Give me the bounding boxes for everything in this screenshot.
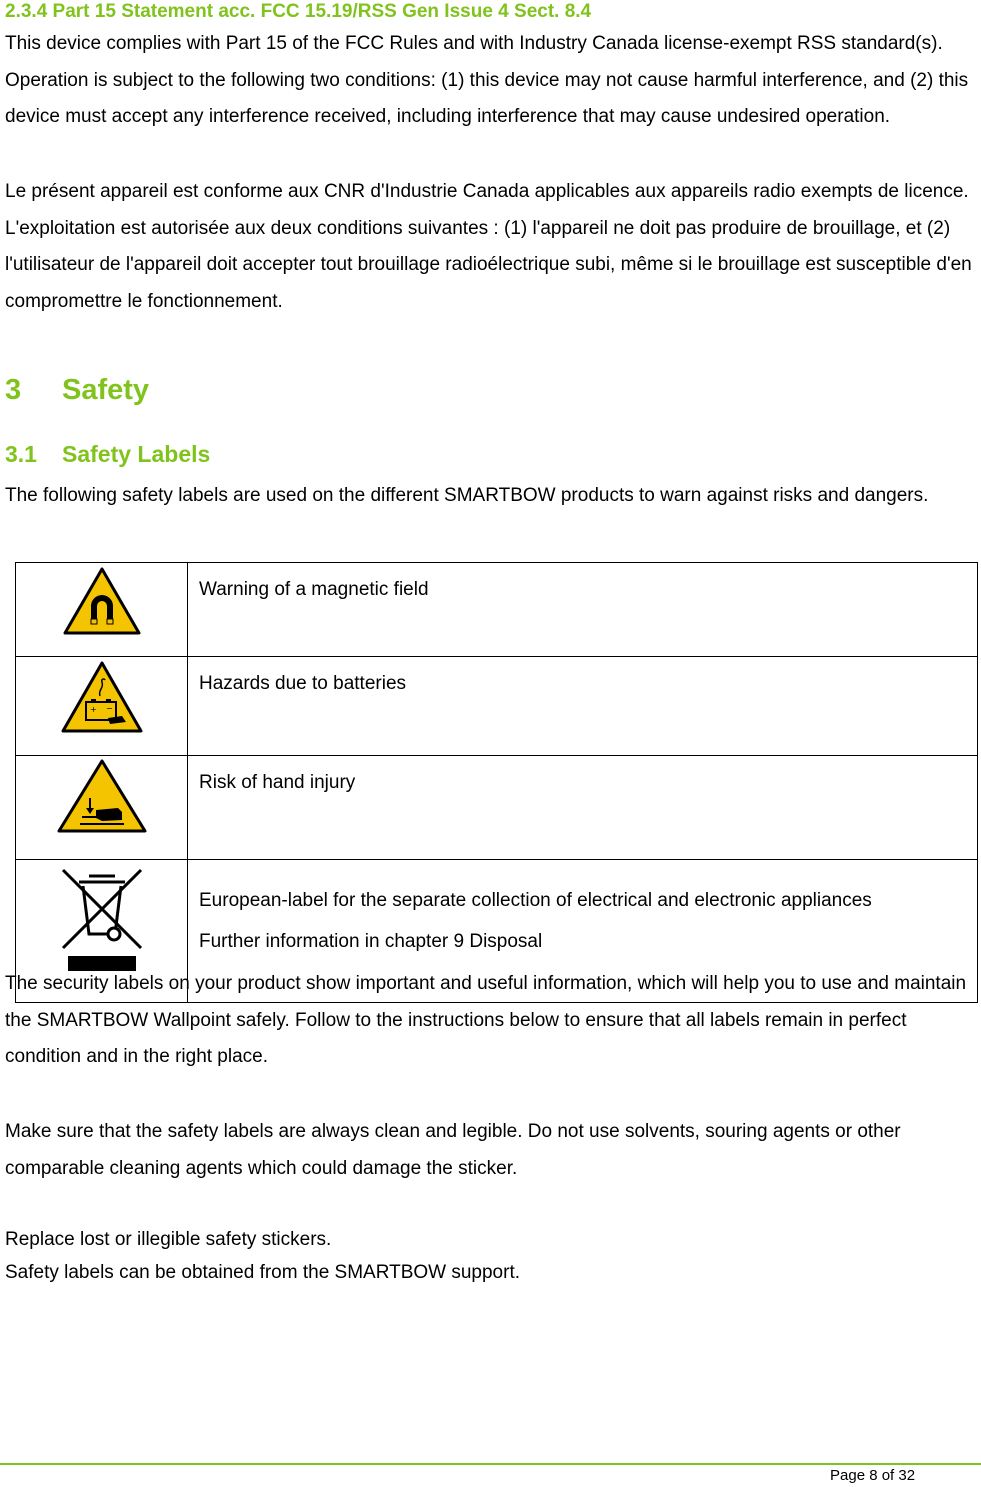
safety-labels-heading-title: Safety Labels (62, 441, 211, 467)
safety-labels-table (15, 562, 978, 1003)
svg-text:+: + (89, 705, 97, 714)
security-labels-info: The security labels on your product show important and useful information, which will help you to use and maintain the SMARTBOW Wallpoint safely. Follow to the instructions below to ensure that all labels remain in perfect condition and in the right place. (5, 973, 967, 1067)
battery-hazard-icon (60, 660, 144, 734)
clean-legible-instruction: Make sure that the safety labels are always clean and legible. Do not use solvents, souring agents or other comparable cleaning agents which could damage the sticker. (5, 1121, 901, 1179)
safety-heading (5, 370, 149, 410)
magnetic-field-warning-icon (62, 566, 142, 636)
fcc-paragraph-french: Le présent appareil est conforme aux CNR d'Industrie Canada applicables aux appareils radio exempts de licence. L'exploitation est autorisée aux deux conditions suivantes : (1) l'appareil ne doit pas produire de brouillage, et (2) l'utilisateur de l'appareil doit accepter tout brouillage radioélectrique subi, même si le brouillage est susceptible d'en compromettre le fonctionnement. (5, 181, 972, 312)
hand-injury-warning-icon (56, 758, 148, 834)
icon-cell (16, 657, 188, 756)
footer-divider (0, 1463, 981, 1465)
replace-stickers-line: Replace lost or illegible safety stickers. (5, 1229, 332, 1250)
label-description: Risk of hand injury (188, 756, 978, 860)
safety-heading-title: Safety (62, 374, 150, 406)
table-row (16, 756, 978, 860)
label-description: Hazards due to batteries (188, 657, 978, 756)
icon-cell (16, 756, 188, 860)
fcc-paragraph-english: This device complies with Part 15 of the FCC Rules and with Industry Canada license-exempt RSS standard(s). Operation is subject to the following two conditions: (1) this device may not cause harmful interference, and (2) this device must accept any interference received, including interference that may cause undesired operation. (5, 33, 969, 127)
table-row (16, 563, 978, 657)
label-description: Warning of a magnetic field (188, 563, 978, 657)
label-description: European-label for the separate collection of electrical and electronic appliances (199, 890, 872, 911)
svg-text:−: − (105, 704, 113, 713)
safety-labels-heading-number: 3.1 (5, 441, 37, 467)
safety-labels-intro: The following safety labels are used on the different SMARTBOW products to warn against risks and dangers. (5, 485, 929, 506)
icon-cell (16, 563, 188, 657)
replace-instructions (5, 1223, 980, 1289)
label-description-secondary: Further information in chapter 9 Disposal (199, 931, 543, 952)
safety-labels-heading (5, 438, 210, 470)
obtain-labels-line: Safety labels can be obtained from the SMARTBOW support. (5, 1262, 521, 1283)
weee-crossed-bin-icon (47, 864, 157, 974)
safety-heading-number: 3 (5, 374, 22, 406)
page-number: Page 8 of 32 (830, 1467, 916, 1484)
fcc-statement-heading: 2.3.4 Part 15 Statement acc. FCC 15.19/RSS Gen Issue 4 Sect. 8.4 (5, 1, 592, 22)
table-row (16, 657, 978, 756)
